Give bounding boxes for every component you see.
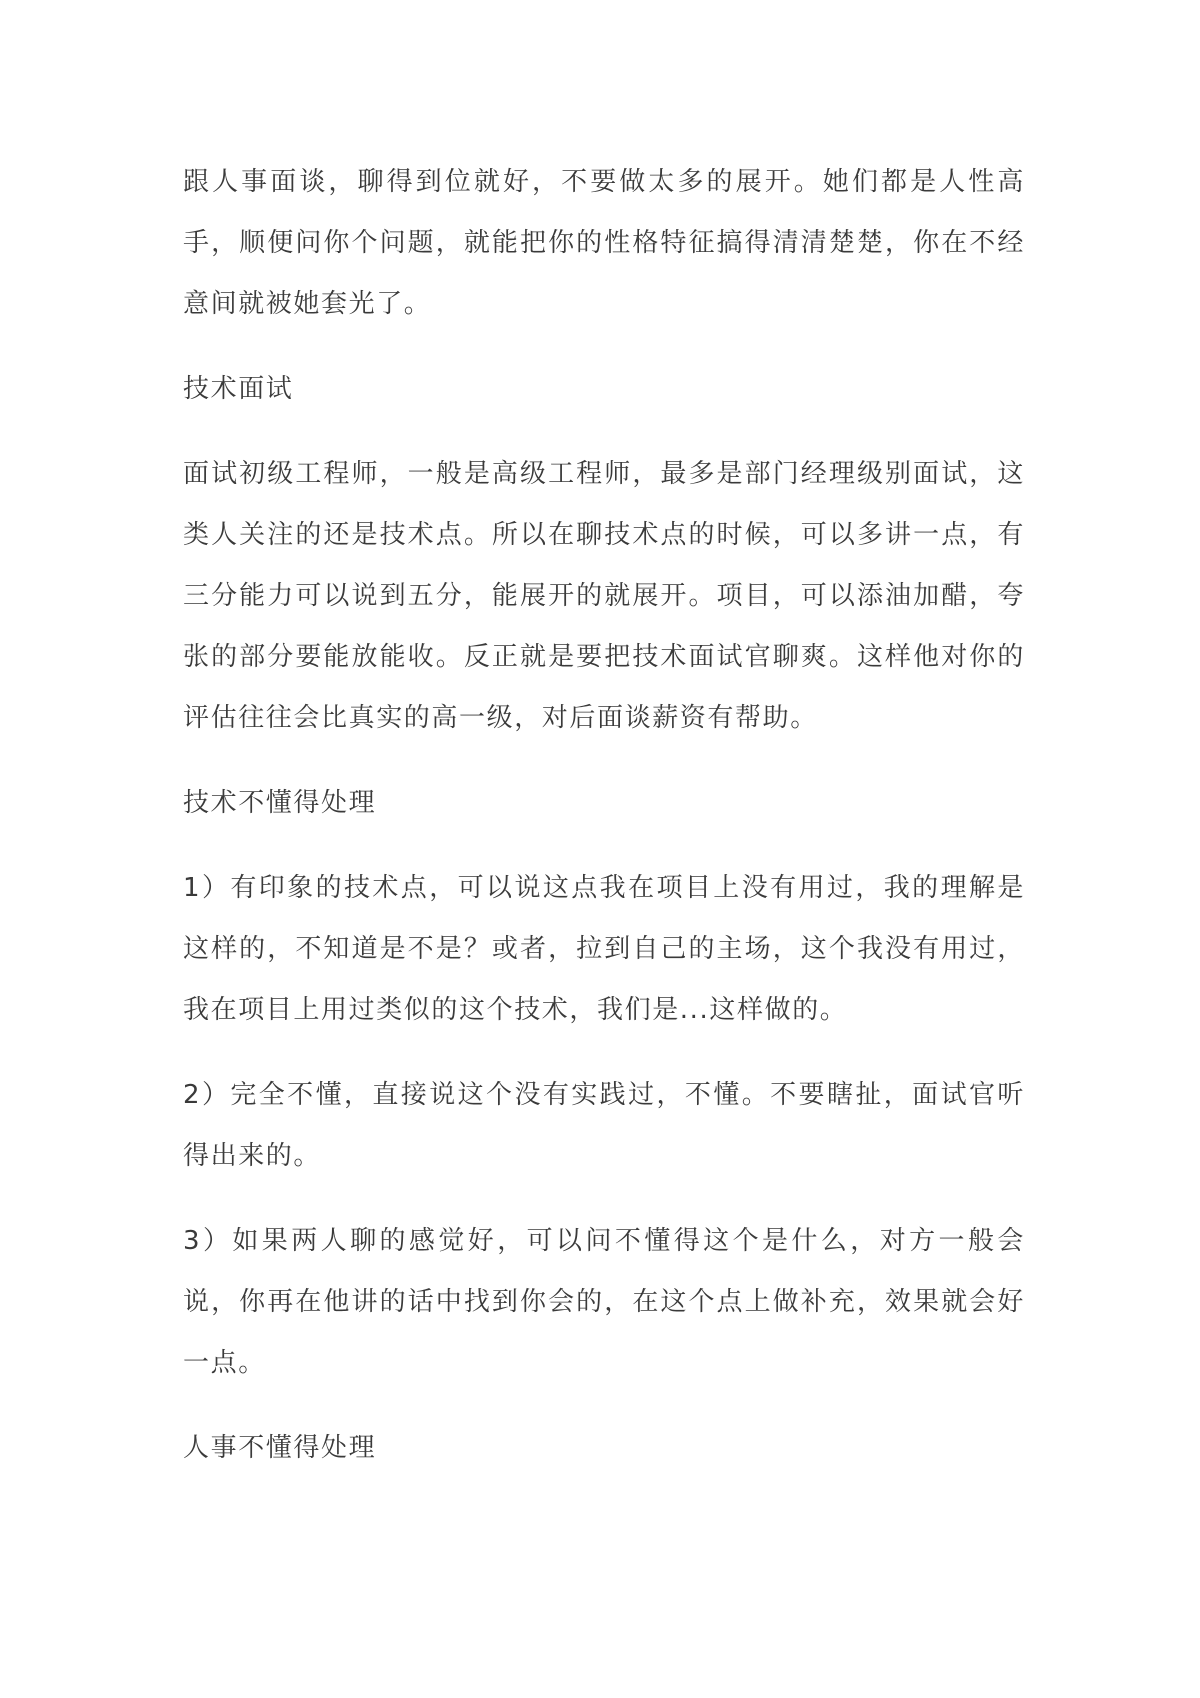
paragraph-hr-interview: 跟人事面谈，聊得到位就好，不要做太多的展开。她们都是人性高手，顺便问你个问题，就能把你的性格特征搞得清清楚楚，你在不经意间就被她套光了。 [183, 167, 1025, 319]
paragraph-tip-3: 3）如果两人聊的感觉好，可以问不懂得这个是什么，对方一般会说，你再在他讲的话中找到你会的，在这个点上做补充，效果就会好一点。 [183, 1226, 1025, 1378]
heading-technical-interview: 技术面试 [183, 374, 294, 404]
paragraph-tip-2: 2）完全不懂，直接说这个没有实践过，不懂。不要瞎扯，面试官听得出来的。 [183, 1080, 1025, 1171]
document-body [183, 152, 1025, 1503]
heading-hr-unknown-handling: 人事不懂得处理 [183, 1433, 377, 1463]
paragraph-tip-1: 1）有印象的技术点，可以说这点我在项目上没有用过，我的理解是这样的，不知道是不是？或者，拉到自己的主场，这个我没有用过，我在项目上用过类似的这个技术，我们是...这样做的。 [183, 873, 1025, 1025]
heading-technical-unknown-handling: 技术不懂得处理 [183, 788, 377, 818]
paragraph-technical-interview: 面试初级工程师，一般是高级工程师，最多是部门经理级别面试，这类人关注的还是技术点。所以在聊技术点的时候，可以多讲一点，有三分能力可以说到五分，能展开的就展开。项目，可以添油加醋，夸张的部分要能放能收。反正就是要把技术面试官聊爽。这样他对你的评估往往会比真实的高一级，对后面谈薪资有帮助。 [183, 459, 1025, 733]
